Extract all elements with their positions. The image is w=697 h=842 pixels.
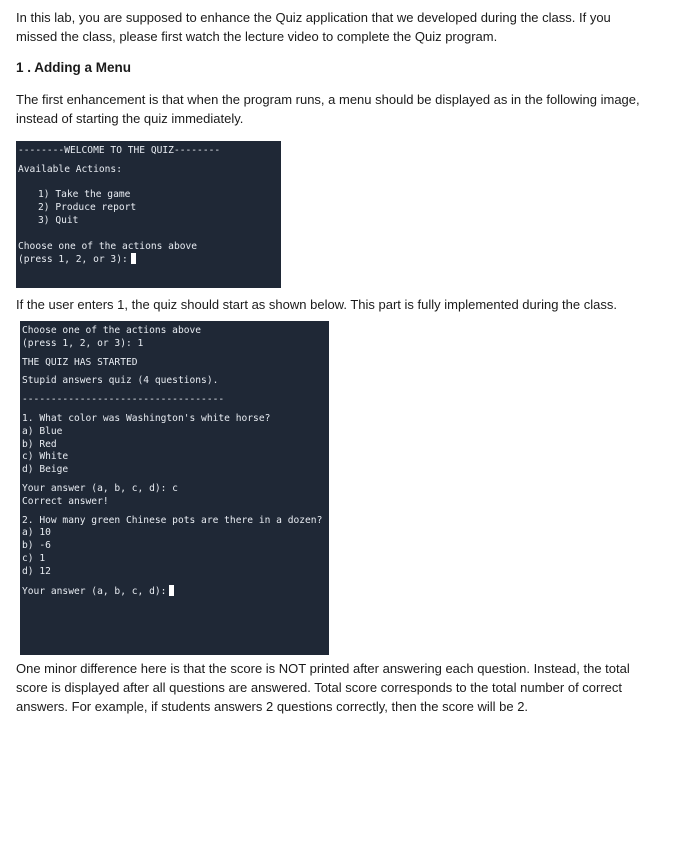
text-cursor (131, 253, 136, 264)
user-answer: Your answer (a, b, c, d): c (22, 482, 178, 494)
intro-paragraph: In this lab, you are supposed to enhance the Quiz application that we developed during the class. If you missed the class, please first watch the lecture video to complete the Quiz program. (16, 10, 611, 44)
answer-option: a) 10 (22, 527, 51, 539)
press-prompt: (press 1, 2, or 3): 1 (22, 337, 144, 349)
choose-prompt: Choose one of the actions above (22, 325, 202, 336)
menu-terminal-screenshot (16, 141, 281, 288)
quiz-start-paragraph: If the user enters 1, the quiz should start as shown below. This part is fully implemented during the class. (16, 297, 617, 312)
section-heading: 1 . Adding a Menu (16, 60, 132, 75)
answer-option: b) Red (22, 438, 57, 450)
menu-option: 2) Produce report (38, 202, 137, 214)
answer-option: d) Beige (22, 464, 69, 476)
answer-prompt-line (22, 585, 329, 598)
quiz-terminal-screenshot (20, 321, 329, 655)
answer-feedback: Correct answer! (22, 495, 109, 507)
score-explanation-paragraph: One minor difference here is that the score is NOT printed after answering each question. Instead, the total score is displayed after all questions are answered. Total score corresponds to the total number of correct answers. For example, if students answers 2 questions correctly, then the score will be 2. (16, 661, 630, 714)
menu-description-paragraph: The first enhancement is that when the program runs, a menu should be displayed as in the following image, instead of starting the quiz immediately. (16, 92, 640, 126)
answer-option: c) White (22, 451, 69, 463)
menu-option: 3) Quit (38, 214, 79, 226)
divider-line: ----------------------------------- (22, 394, 225, 406)
quiz-started-label: THE QUIZ HAS STARTED (22, 356, 138, 368)
menu-option: 1) Take the game (38, 189, 131, 201)
quiz-title: Stupid answers quiz (4 questions). (22, 375, 219, 387)
answer-option: c) 1 (22, 552, 46, 564)
question-text: 1. What color was Washington's white horse? (22, 412, 271, 424)
choose-prompt: Choose one of the actions above (18, 240, 198, 252)
answer-prompt: Your answer (a, b, c, d): (22, 585, 167, 597)
question-text: 2. How many green Chinese pots are there in a dozen? (22, 514, 323, 526)
press-prompt-line (18, 253, 281, 266)
available-actions-label: Available Actions: (18, 163, 122, 175)
answer-option: a) Blue (22, 425, 63, 437)
text-cursor (169, 585, 174, 596)
answer-option: d) 12 (22, 565, 51, 577)
answer-option: b) -6 (22, 540, 51, 552)
press-prompt: (press 1, 2, or 3): (18, 254, 128, 266)
welcome-banner: --------WELCOME TO THE QUIZ-------- (18, 145, 221, 156)
